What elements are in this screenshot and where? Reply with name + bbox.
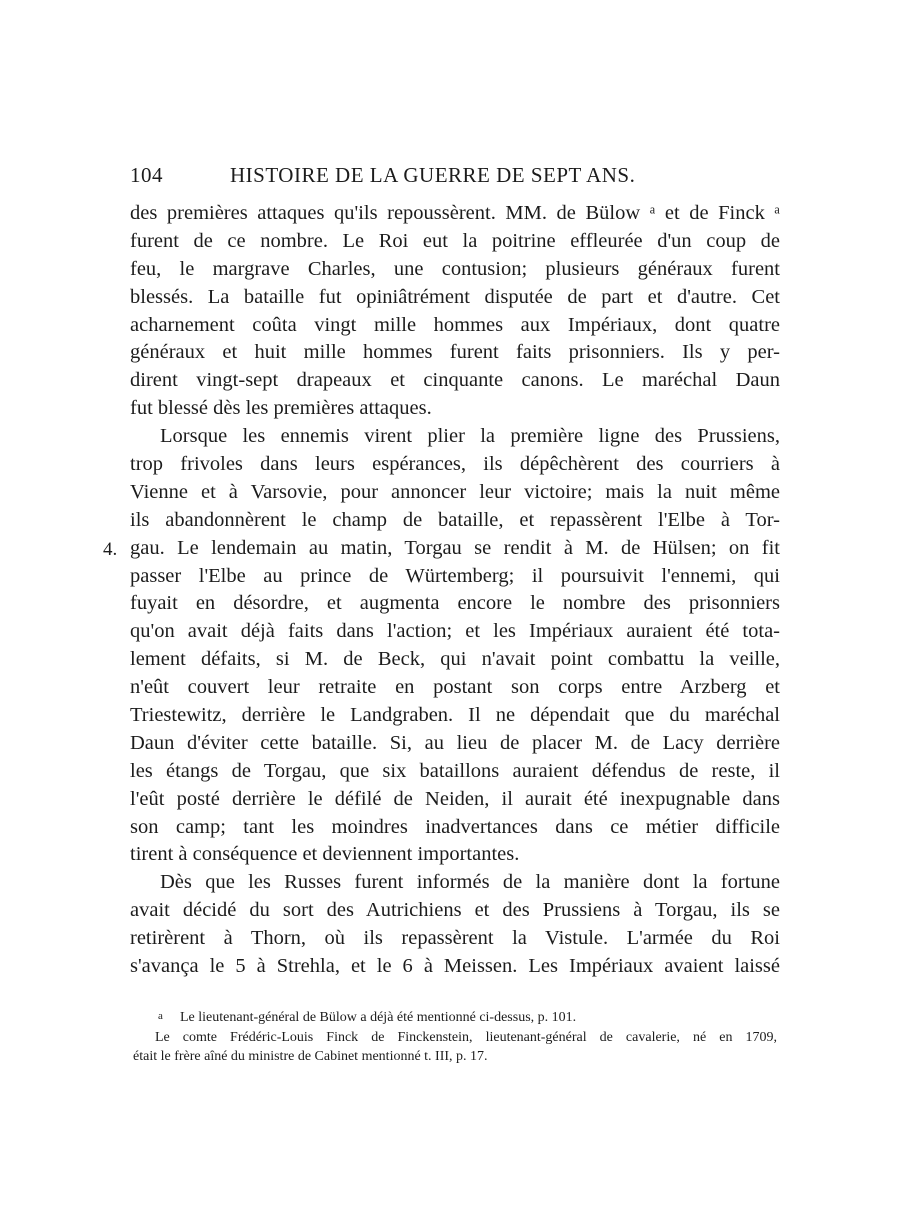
text-line: fut blessé dès les premières attaques. bbox=[130, 397, 432, 420]
text-line: retirèrent à Thorn, où ils repassèrent la Vistule. L'armée du Roi bbox=[130, 927, 780, 950]
paragraph-3 bbox=[130, 869, 780, 981]
text-line: généraux et huit mille hommes furent faits prisonniers. Ils y per- bbox=[130, 341, 780, 364]
text-line: furent de ce nombre. Le Roi eut la poitrine effleurée d'un coup de bbox=[130, 229, 780, 252]
running-title: HISTOIRE DE LA GUERRE DE SEPT ANS. bbox=[230, 163, 636, 187]
text-line: Dès que les Russes furent informés de la manière dont la fortune bbox=[160, 871, 780, 894]
body-text bbox=[130, 200, 780, 981]
margin-note: 4. bbox=[103, 539, 118, 560]
text-line: qu'on avait déjà faits dans l'action; et les Impériaux auraient été tota- bbox=[130, 620, 780, 643]
text-line: son camp; tant les moindres inadvertances dans ce métier difficile bbox=[130, 815, 780, 838]
text-line: l'eût posté derrière le défilé de Neiden, il aurait été inexpugnable dans bbox=[130, 787, 780, 810]
text-line: Vienne et à Varsovie, pour annoncer leur victoire; mais la nuit même bbox=[130, 480, 780, 503]
text-line: passer l'Elbe au prince de Würtemberg; il poursuivit l'ennemi, qui bbox=[130, 564, 780, 587]
page-number: 104 bbox=[130, 163, 163, 187]
text-line: acharnement coûta vingt mille hommes aux Impériaux, dont quatre bbox=[130, 313, 780, 336]
text-line: les étangs de Torgau, que six bataillons auraient défendus de reste, il bbox=[130, 759, 780, 782]
text-line: trop frivoles dans leurs espérances, ils dépêchèrent des courriers à bbox=[130, 453, 780, 476]
text-line: fuyait en désordre, et augmenta encore le nombre des prisonniers bbox=[130, 592, 780, 615]
page-header bbox=[130, 163, 770, 197]
text-line: avait décidé du sort des Autrichiens et des Prussiens à Torgau, ils se bbox=[130, 899, 780, 922]
text-line: tirent à conséquence et deviennent importantes. bbox=[130, 843, 520, 866]
footnote-2-line: Le comte Frédéric-Louis Finck de Finckenstein, lieutenant-général de cavalerie, né en 1709, bbox=[155, 1029, 777, 1045]
footnote-1 bbox=[155, 1007, 777, 1028]
text-line: blessés. La bataille fut opiniâtrément disputée de part et d'autre. Cet bbox=[130, 285, 780, 308]
text-line: Daun d'éviter cette bataille. Si, au lieu de placer M. de Lacy derrière bbox=[130, 731, 780, 754]
text-line: gau. Le lendemain au matin, Torgau se rendit à M. de Hülsen; on fit bbox=[130, 536, 780, 559]
footnote-2-line: était le frère aîné du ministre de Cabinet mentionné t. III, p. 17. bbox=[133, 1049, 488, 1064]
text-line: n'eût couvert leur retraite en postant son corps entre Arzberg et bbox=[130, 676, 780, 699]
footnotes bbox=[133, 1007, 777, 1067]
text-line: lement défaits, si M. de Beck, qui n'avait point combattu la veille, bbox=[130, 648, 780, 671]
text-line: s'avança le 5 à Strehla, et le 6 à Meissen. Les Impériaux avaient laissé bbox=[130, 955, 780, 978]
paragraph-1 bbox=[130, 200, 780, 423]
text-line: ils abandonnèrent le champ de bataille, et repassèrent l'Elbe à Tor- bbox=[130, 508, 780, 531]
footnote-text: Le lieutenant-général de Bülow a déjà été mentionné ci-dessus, p. 101. bbox=[180, 1010, 577, 1025]
text-line: dirent vingt-sept drapeaux et cinquante canons. Le maréchal Daun bbox=[130, 369, 780, 392]
text-line: des premières attaques qu'ils repoussèrent. MM. de Bülow ᵃ et de Finck ᵃ bbox=[130, 202, 780, 224]
text-line: Lorsque les ennemis virent plier la première ligne des Prussiens, bbox=[160, 425, 780, 448]
footnote-marker: a bbox=[158, 1010, 163, 1022]
text-line: Triestewitz, derrière le Landgraben. Il ne dépendait que du maréchal bbox=[130, 704, 780, 727]
text-line: feu, le margrave Charles, une contusion; plusieurs généraux furent bbox=[130, 257, 780, 280]
paragraph-2 bbox=[130, 423, 780, 869]
